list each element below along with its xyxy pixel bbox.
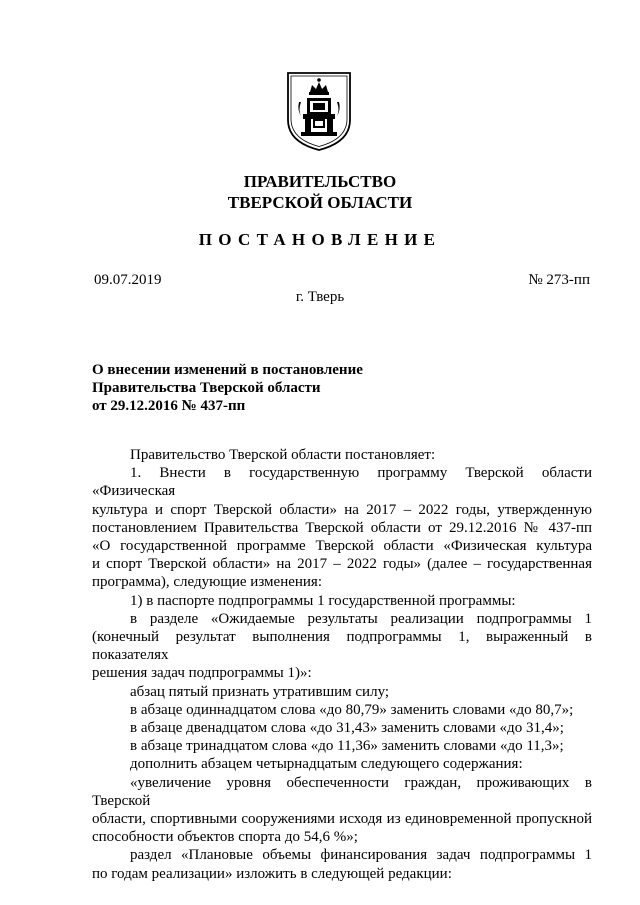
body-line: «О государственной программе Тверской области «Физическая культура: [92, 538, 592, 555]
coat-of-arms-icon: [285, 70, 353, 152]
body-line: «увеличение уровня обеспеченности граждан, проживающих в Тверской: [92, 774, 592, 809]
body-line: культура и спорт Тверской области» на 2017 – 2022 годы, утвержденную: [92, 501, 592, 518]
document-city: г. Тверь: [295, 289, 345, 305]
body-line: решения задач подпрограммы 1)»:: [92, 665, 312, 682]
body-line: в абзаце тринадцатом слова «до 11,36» заменить словами «до 11,3»;: [130, 738, 564, 755]
subject-line: Правительства Тверской области: [92, 380, 321, 396]
subject-line: О внесении изменений в постановление: [92, 362, 363, 378]
document-subject: [92, 361, 363, 415]
body-line: Правительство Тверской области постановляет:: [130, 447, 436, 463]
body-line: (конечный результат выполнения подпрограммы 1, выраженный в показателях: [92, 629, 592, 664]
body-line: области, спортивными сооружениями исходя из единовременной пропускной: [92, 811, 592, 828]
subject-line: от 29.12.2016 № 437-пп: [92, 398, 246, 414]
body-line: и спорт Тверской области» на 2017 – 2022 годы» (далее – государственная: [92, 556, 592, 573]
government-name-line1: ПРАВИТЕЛЬСТВО: [243, 172, 397, 191]
body-line: в абзаце одиннадцатом слова «до 80,79» заменить словами «до 80,7»;: [130, 701, 574, 718]
document-date: 09.07.2019: [94, 272, 162, 288]
document-number: № 273-пп: [528, 272, 590, 288]
body-line: дополнить абзацем четырнадцатым следующего содержания:: [130, 756, 523, 773]
body-line: в разделе «Ожидаемые результаты реализации подпрограммы 1: [130, 610, 592, 627]
body-line: абзац пятый признать утратившим силу;: [130, 683, 390, 700]
government-name-line2: ТВЕРСКОЙ ОБЛАСТИ: [227, 193, 413, 212]
body-line: раздел «Плановые объемы финансирования задач подпрограммы 1: [130, 847, 592, 864]
body-line: постановлением Правительства Тверской области от 29.12.2016 № 437-пп: [92, 519, 592, 536]
document-type-title: ПОСТАНОВЛЕНИЕ: [198, 230, 442, 249]
body-line: по годам реализации» изложить в следующей редакции:: [92, 865, 452, 882]
body-line: в абзаце двенадцатом слова «до 31,43» заменить словами «до 31,4»;: [130, 720, 564, 737]
body-line: 1. Внести в государственную программу Тверской области «Физическая: [92, 465, 592, 500]
body-line: программа), следующие изменения:: [92, 574, 322, 591]
body-line: способности объектов спорта до 54,6 %»;: [92, 829, 358, 846]
document-body: [92, 446, 592, 883]
body-line: 1) в паспорте подпрограммы 1 государственной программы:: [130, 592, 516, 609]
